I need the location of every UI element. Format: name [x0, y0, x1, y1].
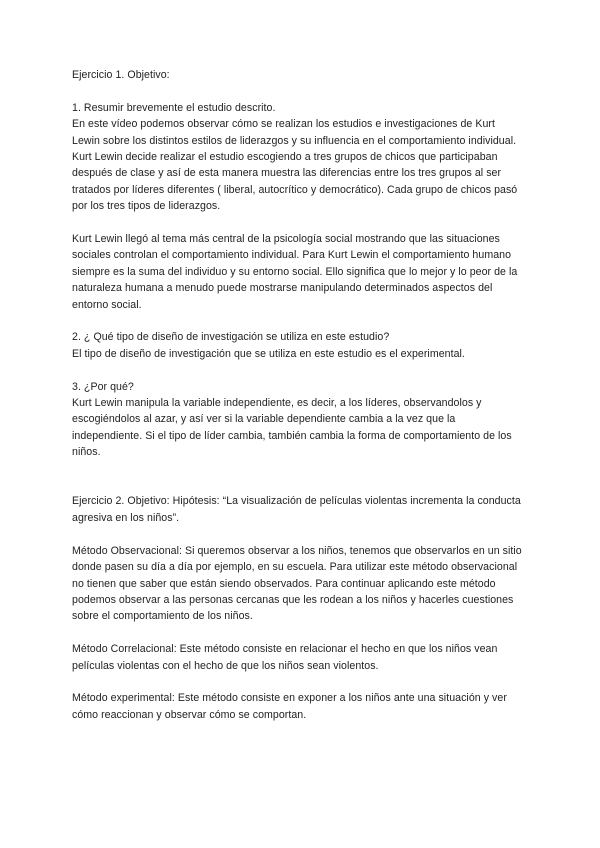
ejercicio-1-heading: Ejercicio 1. Objetivo:: [72, 69, 170, 81]
spacer: [72, 461, 524, 494]
document-body: [72, 67, 524, 723]
spacer: [72, 674, 524, 690]
summary-paragraph: En este vídeo podemos observar cómo se realizan los estudios e investigaciones de Kurt Lewin sobre los distintos estilos de liderazgos y su influencia en el comportamiento individual. Kurt Lewin decide realizar el estudio escogiendo a tres grupos de chicos que participaban después de clase y así de esta manera muestra las diferencias entre los tres grupos al ser tratados por líderes diferentes ( liberal, autocrítico y democrático). Cada grupo de chicos pasó por los tres tipos de liderazgos.: [72, 118, 518, 213]
spacer: [72, 625, 524, 641]
spacer: [72, 362, 524, 378]
question-1: 1. Resumir brevemente el estudio descrito.: [72, 101, 276, 114]
answer-2: El tipo de diseño de investigación que se utiliza en este estudio es el experimental.: [72, 347, 465, 360]
question-2: 2. ¿ Qué tipo de diseño de investigación se utiliza en este estudio?: [72, 331, 390, 344]
lewin-paragraph: Kurt Lewin llegó al tema más central de la psicología social mostrando que las situaciones sociales controlan el comportamiento individual. Para Kurt Lewin el comportamiento humano siempre es la suma del individuo y su entorno social. Ello significa que lo mejor y lo peor de la naturaleza humana a menudo puede mostrarse manipulando determinados aspectos del entorno social.: [72, 233, 518, 311]
metodo-experimental: Método experimental: Este método consiste en exponer a los niños ante una situación y ver cómo reaccionan y observar cómo se comportan.: [72, 692, 507, 721]
answer-3: Kurt Lewin manipula la variable independiente, es decir, a los líderes, observandolos y escogiéndolos al azar, y así ver si la variable dependiente cambia a la vez que la independiente. Si el tipo de líder cambia, también cambia la forma de comportamiento de los niños.: [72, 397, 512, 459]
metodo-observacional: Método Observacional: Si queremos observar a los niños, tenemos que observarlos en un sitio donde pasen su día a día por ejemplo, en su escuela. Para utilizar este método observacional no tienen que saber que están siendo observados. Para continuar aplicando este método podemos observar a las personas cercanas que les rodean a los niños y hacerles cuestiones sobre el comportamiento de los niños.: [72, 544, 522, 623]
spacer: [72, 313, 524, 329]
metodo-correlacional: Método Correlacional: Este método consiste en relacionar el hecho en que los niños vean películas violentas con el hecho de que los niños sean violentos.: [72, 643, 498, 672]
ejercicio-2-heading: Ejercicio 2. Objetivo: Hipótesis: “La visualización de películas violentas incrementa la conducta agresiva en los niños”.: [72, 495, 521, 524]
spacer: [72, 83, 524, 99]
spacer: [72, 526, 524, 542]
spacer: [72, 215, 524, 231]
question-3: 3. ¿Por qué?: [72, 380, 134, 393]
